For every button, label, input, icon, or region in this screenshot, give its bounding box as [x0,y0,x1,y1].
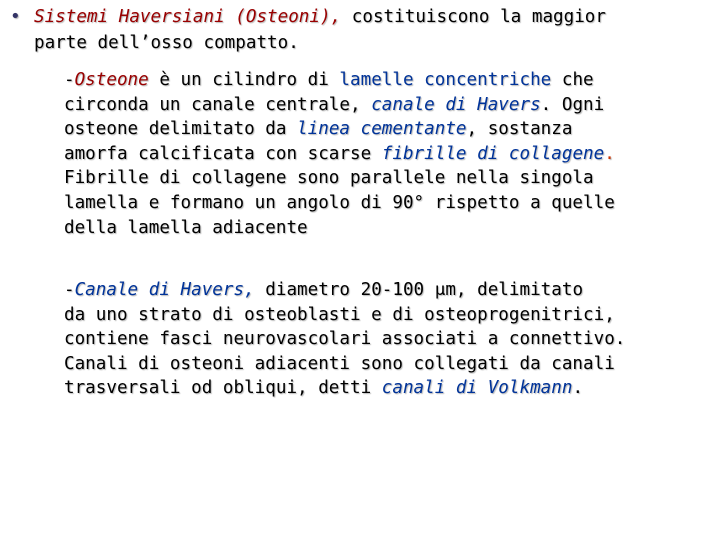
term-canale-di-havers: canale di Havers [371,94,541,115]
canale-line-3: contiene fasci neurovascolari associati a connettivo. [64,329,626,350]
osteone-line-6: lamella e formano un angolo di 90° rispetto a quelle [64,192,615,213]
canale-line-5: trasversali od obliqui, detti canali di Volkmann. [64,378,584,399]
bullet-dot-icon: • [10,6,21,27]
canale-line-2: da uno strato di osteoblasti e di osteoprogenitrici, [64,304,615,325]
sub-item-canale-havers [64,278,714,401]
osteone-line-5: Fibrille di collagene sono parallele nella singola [64,168,594,189]
term-fibrille-di-collagene: fibrille di collagene [381,143,605,164]
osteone-line-3: osteone delimitato da linea cementante, sostanza [64,119,573,140]
osteone-line-4: amorfa calcificata con scarse fibrille di collagene. [64,143,615,164]
osteone-line-1: -Osteone è un cilindro di lamelle concentriche che [64,70,594,90]
term-canali-di-volkmann: canali di Volkmann [381,378,573,399]
canale-line-1: -Canale di Havers, diametro 20-100 μm, delimitato [64,280,584,300]
term-canale-di-havers-heading: Canale di Havers, [74,280,255,300]
term-lamelle-concentriche: lamelle concentriche [339,70,552,90]
canale-line-4: Canali di osteoni adiacenti sono collegati da canali [64,353,615,374]
main-bullet [10,4,710,56]
osteone-line-7: della lamella adiacente [64,217,308,238]
term-osteone: Osteone [74,70,149,90]
osteone-line-2: circonda un canale centrale, canale di Havers. Ogni [64,94,605,115]
sub-item-osteone [64,68,714,240]
term-sistemi-haversiani: Sistemi Haversiani (Osteoni), [34,7,342,27]
main-bullet-text [34,4,710,56]
main-bullet-line-2: parte dell’osso compatto. [34,33,299,53]
main-bullet-line-1: Sistemi Haversiani (Osteoni), costituiscono la maggior [34,7,606,27]
term-linea-cementante: linea cementante [297,119,467,140]
